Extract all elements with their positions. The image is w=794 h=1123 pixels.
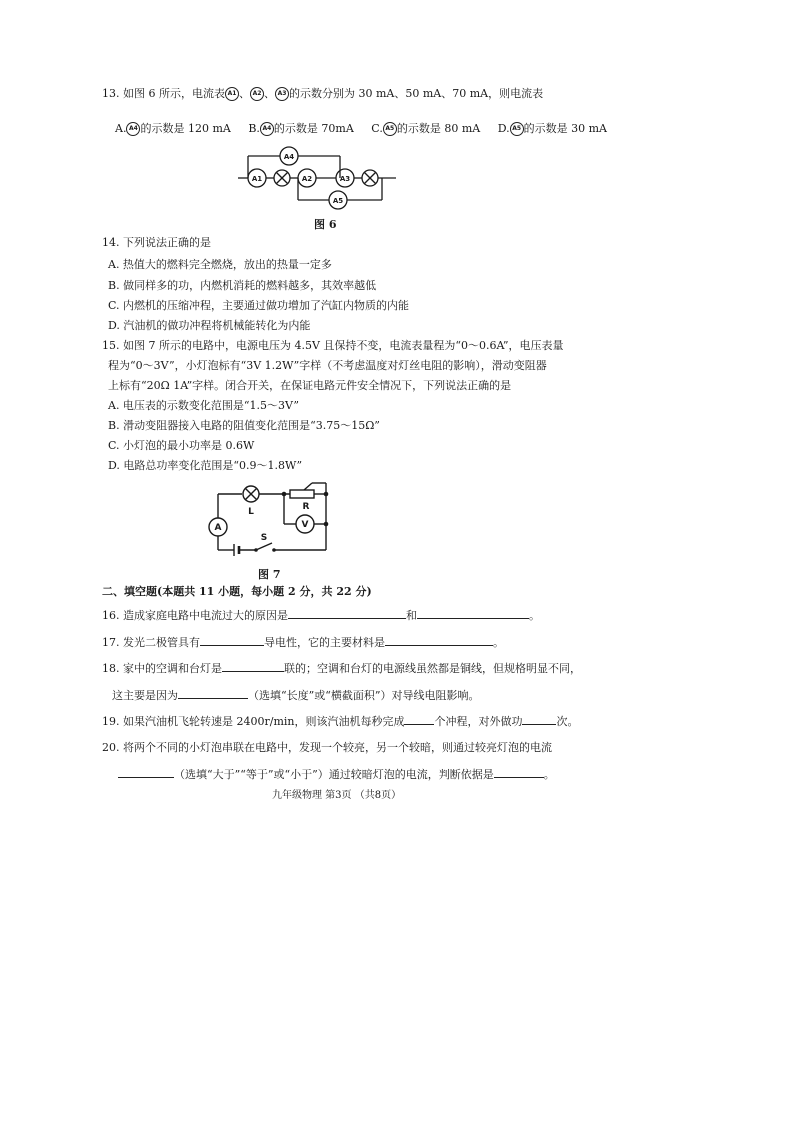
figure7-rheostat [290,490,314,498]
option-text: 的示数是 80 mA [396,122,481,135]
figure7-ammeter-label: A [214,523,222,533]
option-letter: B. [248,122,260,135]
q18-text-a: 18. 家中的空调和台灯是 [102,662,222,675]
figure7-lamp-label: L [248,507,254,517]
q16 [102,607,540,624]
q16-blank-2 [417,607,529,619]
ammeter-a3-icon: A3 [275,87,289,101]
q13-stem-part-c: 、 [264,87,275,100]
q13-option-d [498,122,607,135]
q18-text-c: 这主要是因为 [112,689,178,702]
q18-blank-1 [222,660,284,672]
q18-line-2 [112,687,480,704]
q14-option-c: C. 内燃机的压缩冲程，主要通过做功增加了汽缸内物质的内能 [108,299,410,312]
q15-stem-line-3: 上标有“20Ω 1A”字样。闭合开关，在保证电路元件安全情况下，下列说法正确的是 [108,379,512,392]
q13-stem-part-b: 、 [239,87,250,100]
q20-line-1: 20. 将两个不同的小灯泡串联在电路中，发现一个较亮，另一个较暗，则通过较亮灯泡的电流 [102,741,552,754]
q17-text-c: 。 [493,636,504,649]
q13-stem [102,86,543,102]
figure-6-caption: 图 6 [314,218,337,231]
q13-options [115,121,621,137]
option-letter: C. [371,122,383,135]
q20-text-b: 。 [543,768,555,781]
q17-blank-2 [385,634,493,646]
q15-option-b: B. 滑动变阻器接入电路的阻值变化范围是“3.75～15Ω” [108,419,380,432]
option-letter: D. [497,122,510,135]
q15-option-d: D. 电路总功率变化范围是“0.9～1.8W” [108,459,303,472]
figure6-a1-label: A1 [251,175,263,183]
q13-option-c [371,122,480,135]
q19 [102,713,578,730]
q13-option-b [248,122,353,135]
q18-line-1 [102,660,581,677]
figure6-a2-label: A2 [301,175,313,183]
figure7-rheostat-label: R [302,502,310,512]
q18-text-d: （选填“长度”或“横截面积”）对导线电阻影响。 [248,689,480,702]
q13-stem-part-d: 的示数分别为 30 mA、50 mA、70 mA，则电流表 [289,87,544,100]
option-text: 的示数是 120 mA [140,122,231,135]
option-text: 的示数是 30 mA [523,122,608,135]
ammeter-a2-icon: A2 [250,87,264,101]
figure7-switch [256,543,272,550]
q17 [102,634,504,651]
q17-blank-1 [200,634,264,646]
ammeter-a4-icon: A4 [126,122,140,136]
q14-stem: 14. 下列说法正确的是 [102,236,211,249]
figure-7-caption: 图 7 [258,568,281,581]
q15-stem-line-2: 程为“0～3V”，小灯泡标有“3V 1.2W”字样（不考虑温度对灯丝电阻的影响），滑动变阻器 [108,359,547,372]
q16-blank-1 [288,607,406,619]
figure7-voltmeter-label: V [301,520,309,530]
page-footer: 九年级物理 第3页 （共8页） [272,790,402,801]
q16-text-a: 16. 造成家庭电路中电流过大的原因是 [102,609,288,622]
q13-number: 13. [102,87,120,100]
option-text: 的示数是 70mA [273,122,354,135]
q19-text-c: 次。 [556,715,579,728]
q19-blank-1 [404,713,434,725]
q19-text-b: 个冲程，对外做功 [434,715,523,728]
q15-option-a: A. 电压表的示数变化范围是“1.5～3V” [108,399,300,412]
figure6-a5-label: A5 [332,197,344,205]
q19-blank-2 [522,713,556,725]
ammeter-a1-icon: A1 [225,87,239,101]
q18-blank-2 [178,687,248,699]
q16-text-c: 。 [529,609,540,622]
option-letter: A. [115,122,127,135]
q13-stem-part-a: 如图 6 所示，电流表 [123,87,225,100]
q15-option-c: C. 小灯泡的最小功率是 0.6W [108,439,255,452]
q14-option-d: D. 汽油机的做功冲程将机械能转化为内能 [108,319,311,332]
ammeter-a5-icon: A5 [383,122,397,136]
q14-option-a: A. 热值大的燃料完全燃烧，放出的热量一定多 [108,258,332,271]
q20-blank-1 [118,766,174,778]
q16-text-b: 和 [406,609,417,622]
figure7-switch-label: S [260,533,268,543]
ammeter-a5-icon: A5 [510,122,524,136]
q13-option-a [115,122,231,135]
figure6-a4-label: A4 [283,153,295,161]
figure6-a3-label: A3 [339,175,351,183]
q17-text-b: 导电性，它的主要材料是 [264,636,385,649]
ammeter-a4-icon: A4 [260,122,274,136]
figure-7-circuit [200,478,340,564]
q18-text-b: 联的；空调和台灯的电源线虽然都是铜线，但规格明显不同， [284,662,581,675]
q19-text-a: 19. 如果汽油机飞轮转速是 2400r/min，则该汽油机每秒完成 [102,715,405,728]
q20-line-2 [118,766,555,783]
q20-text-a: （选填“大于”“等于”或“小于”）通过较暗灯泡的电流，判断依据是 [174,768,494,781]
q15-stem-line-1: 15. 如图 7 所示的电路中，电源电压为 4.5V 且保持不变，电流表量程为“0～0.6A”，电压表量 [102,339,564,352]
q17-text-a: 17. 发光二极管具有 [102,636,200,649]
q14-option-b: B. 做同样多的功，内燃机消耗的燃料越多，其效率越低 [108,279,377,292]
figure-6-circuit [236,144,400,212]
q20-blank-2 [494,766,544,778]
section-2-title: 二、填空题(本题共 11 小题，每小题 2 分，共 22 分) [102,585,372,598]
